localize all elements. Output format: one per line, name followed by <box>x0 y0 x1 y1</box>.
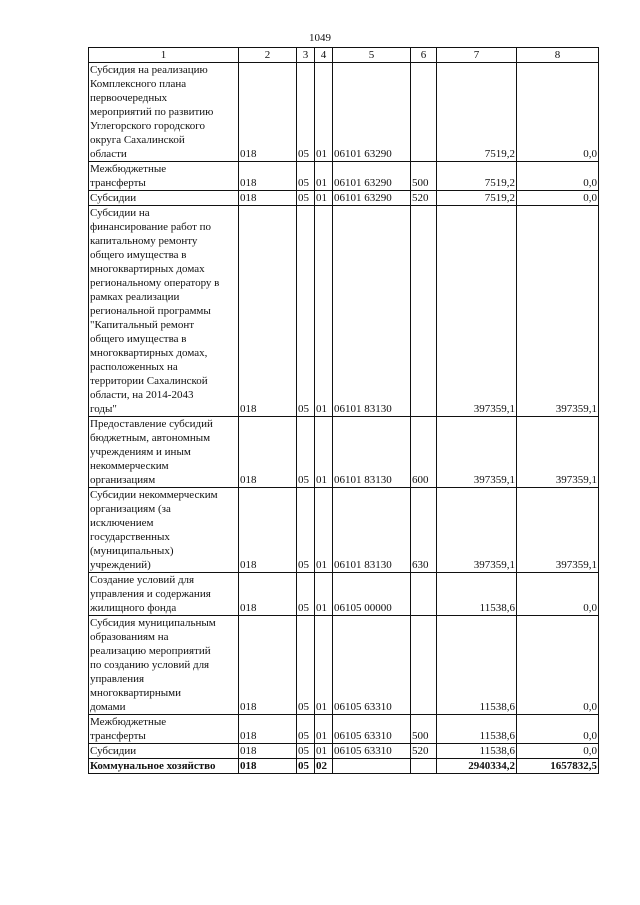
amount-year-2: 1657832,5 <box>517 759 599 774</box>
column-number: 1 <box>89 48 239 63</box>
table-row <box>89 206 599 417</box>
row-name-line: организациям <box>90 474 156 486</box>
amount-year-1: 397359,1 <box>437 206 517 417</box>
row-name-line: мероприятий по развитию <box>90 106 214 118</box>
expense-type: 630 <box>411 488 437 573</box>
amount-year-2: 0,0 <box>517 573 599 616</box>
row-name-line: региональному оператору в <box>90 277 220 289</box>
amount-year-2: 0,0 <box>517 191 599 206</box>
section-code: 05 <box>297 759 315 774</box>
expense-type: 600 <box>411 417 437 488</box>
row-name-line: многоквартирных домах, <box>90 347 208 359</box>
subsection-code: 01 <box>315 616 333 715</box>
subsection-code: 01 <box>315 488 333 573</box>
section-code: 05 <box>297 417 315 488</box>
ministry-code: 018 <box>239 191 297 206</box>
row-name-line: Субсидии некоммерческим <box>90 489 218 501</box>
amount-year-2: 0,0 <box>517 162 599 191</box>
target-article: 06101 63290 <box>333 162 411 191</box>
table-row <box>89 417 599 488</box>
table-row <box>89 715 599 744</box>
row-name-line: трансферты <box>90 177 146 189</box>
target-article: 06105 63310 <box>333 715 411 744</box>
target-article: 06101 83130 <box>333 488 411 573</box>
column-number: 3 <box>297 48 315 63</box>
expense-type <box>411 573 437 616</box>
row-name-line: учреждений) <box>90 559 151 571</box>
row-name-line: годы" <box>90 403 117 415</box>
ministry-code: 018 <box>239 63 297 162</box>
row-name <box>89 162 239 191</box>
row-name-line: Предоставление субсидий <box>90 418 213 430</box>
amount-year-2: 0,0 <box>517 63 599 162</box>
row-name-line: образованиям на <box>90 631 169 643</box>
row-name-line: Коммунальное хозяйство <box>90 760 216 772</box>
row-name-line: Субсидии на <box>90 207 150 219</box>
row-name <box>89 191 239 206</box>
column-number: 4 <box>315 48 333 63</box>
table-row <box>89 488 599 573</box>
section-code: 05 <box>297 715 315 744</box>
row-name-line: территории Сахалинской <box>90 375 208 387</box>
amount-year-1: 397359,1 <box>437 488 517 573</box>
row-name-line: по созданию условий для <box>90 659 210 671</box>
budget-table <box>88 47 599 774</box>
row-name-line: Комплексного плана <box>90 78 187 90</box>
ministry-code: 018 <box>239 715 297 744</box>
column-number-row <box>89 48 599 63</box>
subsection-code: 01 <box>315 417 333 488</box>
ministry-code: 018 <box>239 206 297 417</box>
ministry-code: 018 <box>239 744 297 759</box>
amount-year-1: 7519,2 <box>437 191 517 206</box>
ministry-code: 018 <box>239 417 297 488</box>
row-name-line: Углегорского городского <box>90 120 205 132</box>
ministry-code: 018 <box>239 616 297 715</box>
row-name-line: Создание условий для <box>90 574 195 586</box>
subsection-code: 02 <box>315 759 333 774</box>
target-article: 06105 00000 <box>333 573 411 616</box>
section-code: 05 <box>297 616 315 715</box>
ministry-code: 018 <box>239 488 297 573</box>
row-name-line: реализацию мероприятий <box>90 645 211 657</box>
row-name-line: бюджетным, автономным <box>90 432 211 444</box>
row-name-line: учреждениям и иным <box>90 446 191 458</box>
row-name <box>89 488 239 573</box>
amount-year-1: 11538,6 <box>437 744 517 759</box>
row-name-line: (муниципальных) <box>90 545 174 557</box>
column-number: 7 <box>437 48 517 63</box>
target-article: 06101 63290 <box>333 191 411 206</box>
row-name-line: организациям (за <box>90 503 171 515</box>
row-name-line: домами <box>90 701 126 713</box>
column-number: 6 <box>411 48 437 63</box>
table-row <box>89 63 599 162</box>
amount-year-2: 0,0 <box>517 616 599 715</box>
row-name-line: округа Сахалинской <box>90 134 185 146</box>
ministry-code: 018 <box>239 759 297 774</box>
amount-year-1: 2940334,2 <box>437 759 517 774</box>
ministry-code: 018 <box>239 573 297 616</box>
section-code: 05 <box>297 573 315 616</box>
expense-type: 500 <box>411 162 437 191</box>
amount-year-2: 0,0 <box>517 744 599 759</box>
row-name <box>89 417 239 488</box>
row-name <box>89 759 239 774</box>
row-name-line: финансирование работ по <box>90 221 212 233</box>
section-code: 05 <box>297 191 315 206</box>
expense-type <box>411 63 437 162</box>
amount-year-2: 397359,1 <box>517 417 599 488</box>
table-row <box>89 162 599 191</box>
target-article: 06101 83130 <box>333 206 411 417</box>
row-name <box>89 715 239 744</box>
target-article: 06101 83130 <box>333 417 411 488</box>
row-name-line: Субсидия муниципальным <box>90 617 216 629</box>
row-name-line: общего имущества в <box>90 249 187 261</box>
table-row <box>89 744 599 759</box>
section-code: 05 <box>297 162 315 191</box>
expense-type <box>411 206 437 417</box>
subsection-code: 01 <box>315 63 333 162</box>
row-name-line: Субсидия на реализацию <box>90 64 208 76</box>
expense-type <box>411 616 437 715</box>
target-article <box>333 759 411 774</box>
section-code: 05 <box>297 488 315 573</box>
row-name-line: области, на 2014-2043 <box>90 389 194 401</box>
row-name-line: рамках реализации <box>90 291 180 303</box>
subsection-code: 01 <box>315 573 333 616</box>
table-row <box>89 573 599 616</box>
amount-year-2: 397359,1 <box>517 206 599 417</box>
amount-year-1: 397359,1 <box>437 417 517 488</box>
expense-type: 500 <box>411 715 437 744</box>
row-name-line: жилищного фонда <box>90 602 177 614</box>
page-number: 1049 <box>309 32 331 44</box>
subsection-code: 01 <box>315 191 333 206</box>
row-name-line: общего имущества в <box>90 333 187 345</box>
row-name-line: трансферты <box>90 730 146 742</box>
row-name-line: капитальному ремонту <box>90 235 198 247</box>
expense-type <box>411 759 437 774</box>
row-name-line: региональной программы <box>90 305 211 317</box>
row-name <box>89 573 239 616</box>
table-row <box>89 191 599 206</box>
row-name <box>89 63 239 162</box>
row-name-line: расположенных на <box>90 361 178 373</box>
amount-year-2: 0,0 <box>517 715 599 744</box>
table-row <box>89 616 599 715</box>
amount-year-1: 7519,2 <box>437 63 517 162</box>
row-name-line: многоквартирными <box>90 687 182 699</box>
target-article: 06105 63310 <box>333 744 411 759</box>
ministry-code: 018 <box>239 162 297 191</box>
row-name <box>89 744 239 759</box>
section-code: 05 <box>297 744 315 759</box>
subsection-code: 01 <box>315 162 333 191</box>
subsection-code: 01 <box>315 744 333 759</box>
row-name-line: первоочередных <box>90 92 168 104</box>
section-code: 05 <box>297 206 315 417</box>
column-number: 5 <box>333 48 411 63</box>
row-name-line: управления и содержания <box>90 588 211 600</box>
amount-year-1: 11538,6 <box>437 573 517 616</box>
row-name <box>89 206 239 417</box>
target-article: 06105 63310 <box>333 616 411 715</box>
row-name-line: управления <box>90 673 145 685</box>
target-article: 06101 63290 <box>333 63 411 162</box>
row-name-line: некоммерческим <box>90 460 169 472</box>
row-name-line: Субсидии <box>90 192 137 204</box>
row-name-line: Межбюджетные <box>90 163 167 175</box>
column-number: 8 <box>517 48 599 63</box>
row-name-line: области <box>90 148 127 160</box>
row-name-line: многоквартирных домах <box>90 263 205 275</box>
row-name-line: государственных <box>90 531 170 543</box>
subsection-code: 01 <box>315 715 333 744</box>
table-row <box>89 759 599 774</box>
amount-year-1: 11538,6 <box>437 616 517 715</box>
row-name-line: Межбюджетные <box>90 716 167 728</box>
amount-year-1: 7519,2 <box>437 162 517 191</box>
expense-type: 520 <box>411 744 437 759</box>
section-code: 05 <box>297 63 315 162</box>
amount-year-1: 11538,6 <box>437 715 517 744</box>
amount-year-2: 397359,1 <box>517 488 599 573</box>
expense-type: 520 <box>411 191 437 206</box>
column-number: 2 <box>239 48 297 63</box>
row-name-line: "Капитальный ремонт <box>90 319 195 331</box>
subsection-code: 01 <box>315 206 333 417</box>
row-name-line: исключением <box>90 517 154 529</box>
row-name <box>89 616 239 715</box>
row-name-line: Субсидии <box>90 745 137 757</box>
